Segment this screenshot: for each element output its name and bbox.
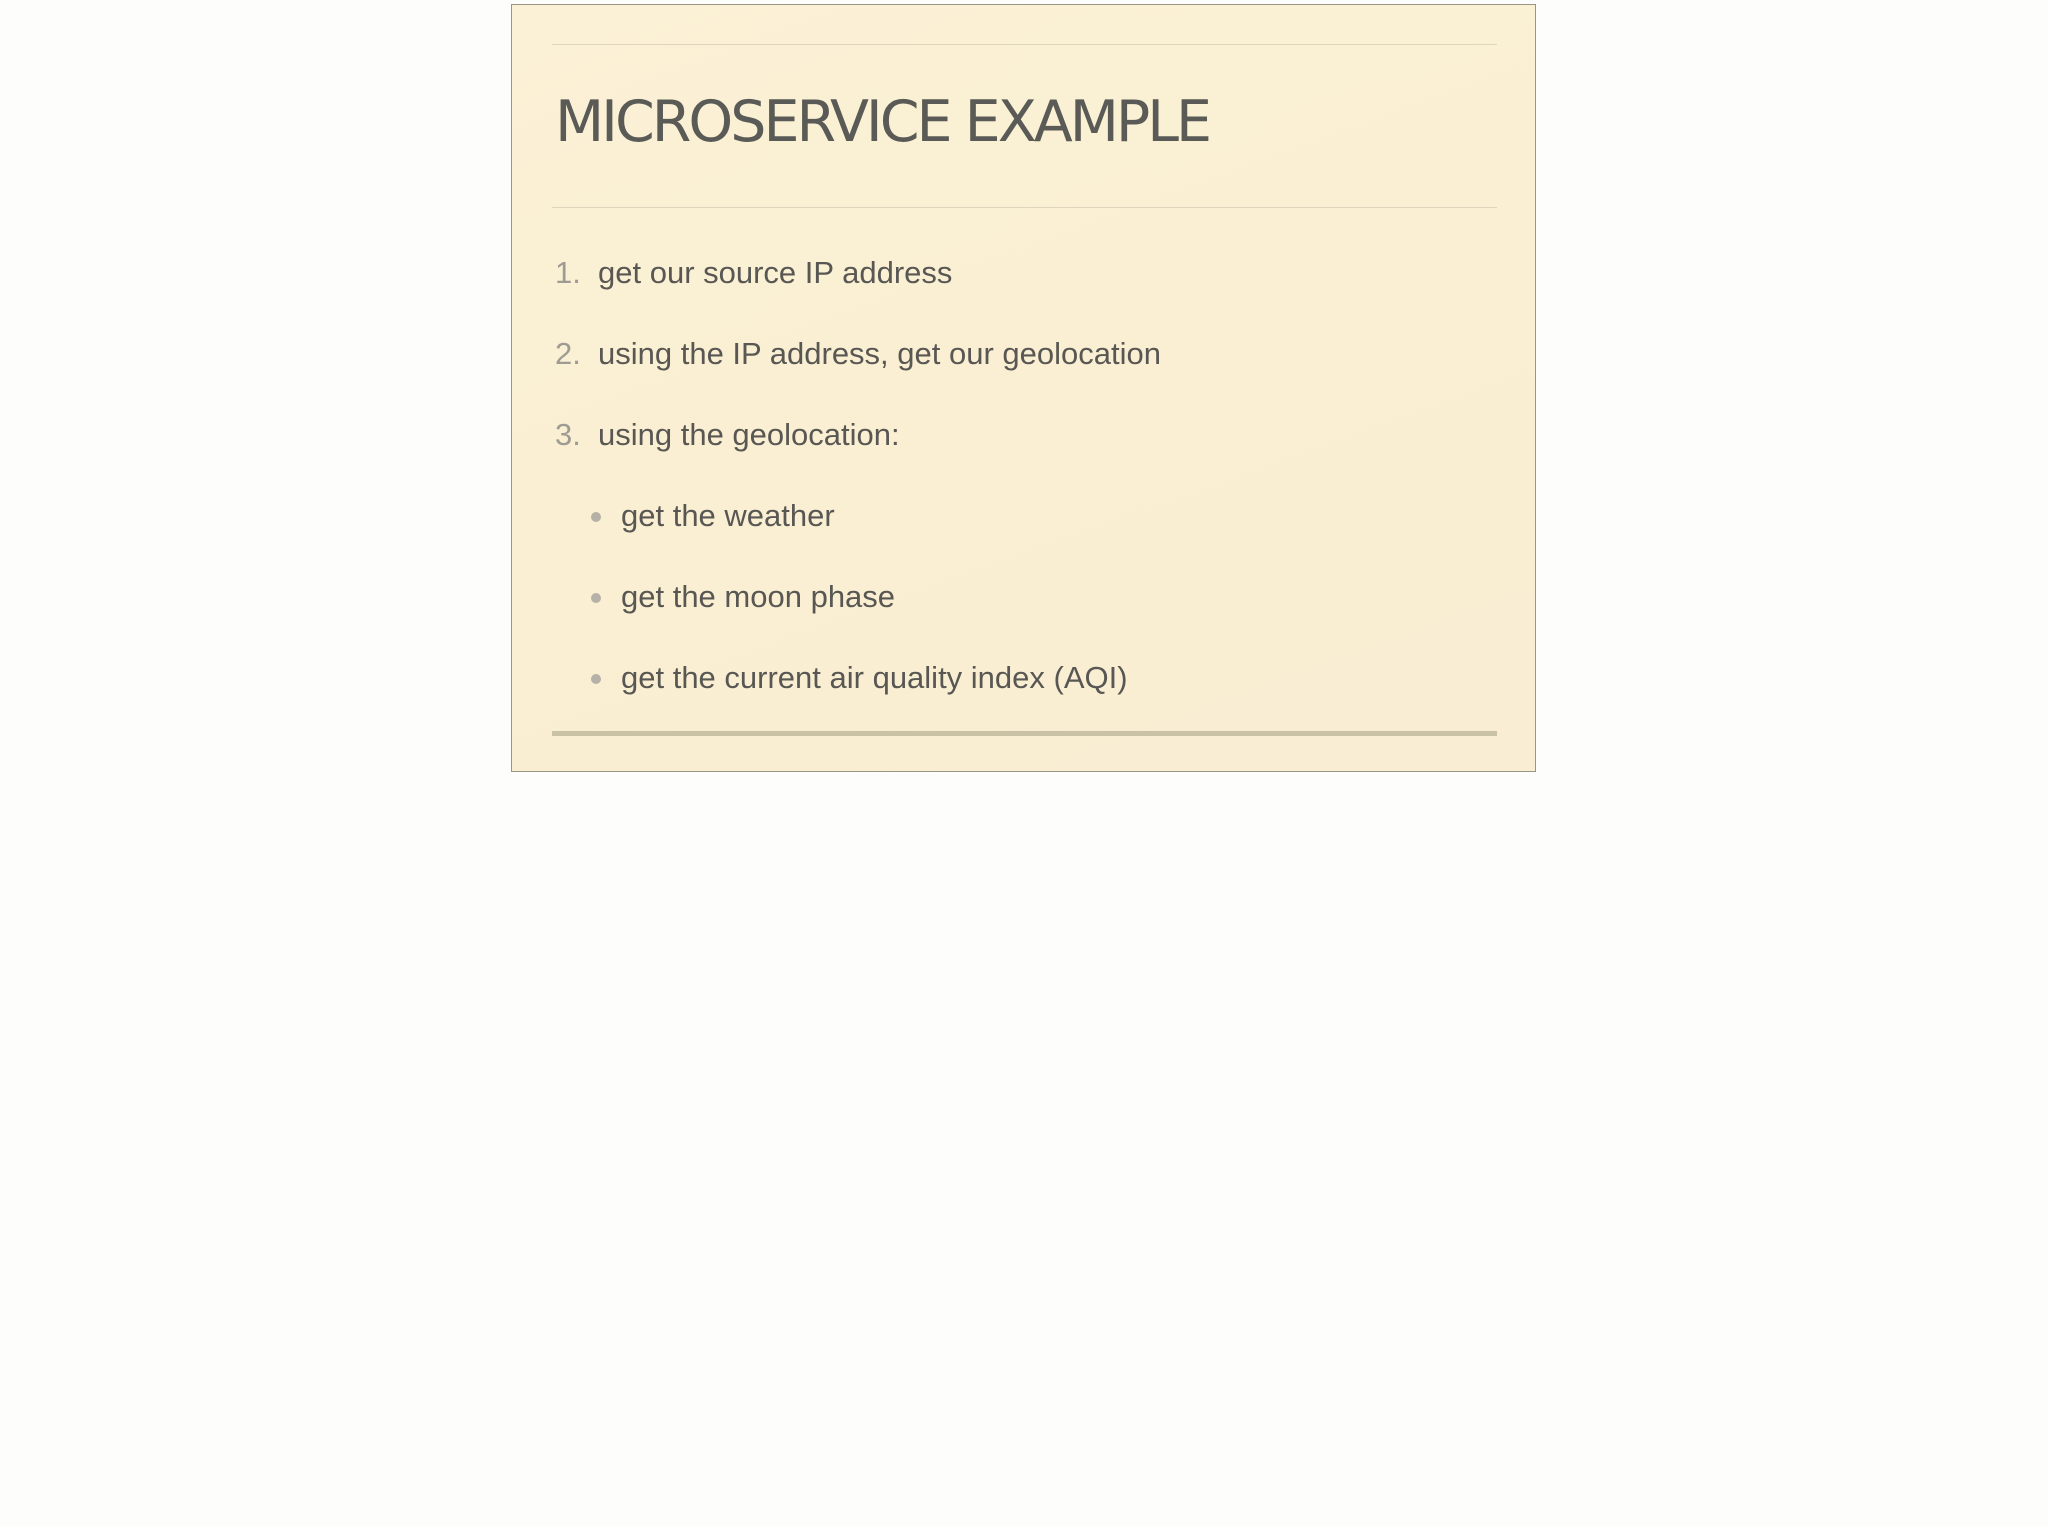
slide-title: MICROSERVICE EXAMPLE [555, 89, 1210, 155]
bullet-icon [591, 512, 601, 522]
step-list [512, 5, 1535, 771]
substep-text: get the moon phase [621, 579, 896, 614]
substep-text: get the weather [621, 498, 835, 533]
step-text: get our source IP address [598, 255, 953, 290]
bullet-icon [591, 674, 601, 684]
step-number: 2. [555, 336, 581, 371]
step-text: using the geolocation: [598, 417, 900, 452]
bullet-icon [591, 593, 601, 603]
step-number: 3. [555, 417, 581, 452]
step-text: using the IP address, get our geolocation [598, 336, 1161, 371]
bottom-divider [552, 731, 1497, 736]
step-number: 1. [555, 255, 581, 290]
slide [511, 4, 1536, 772]
substep-text: get the current air quality index (AQI) [621, 660, 1128, 695]
